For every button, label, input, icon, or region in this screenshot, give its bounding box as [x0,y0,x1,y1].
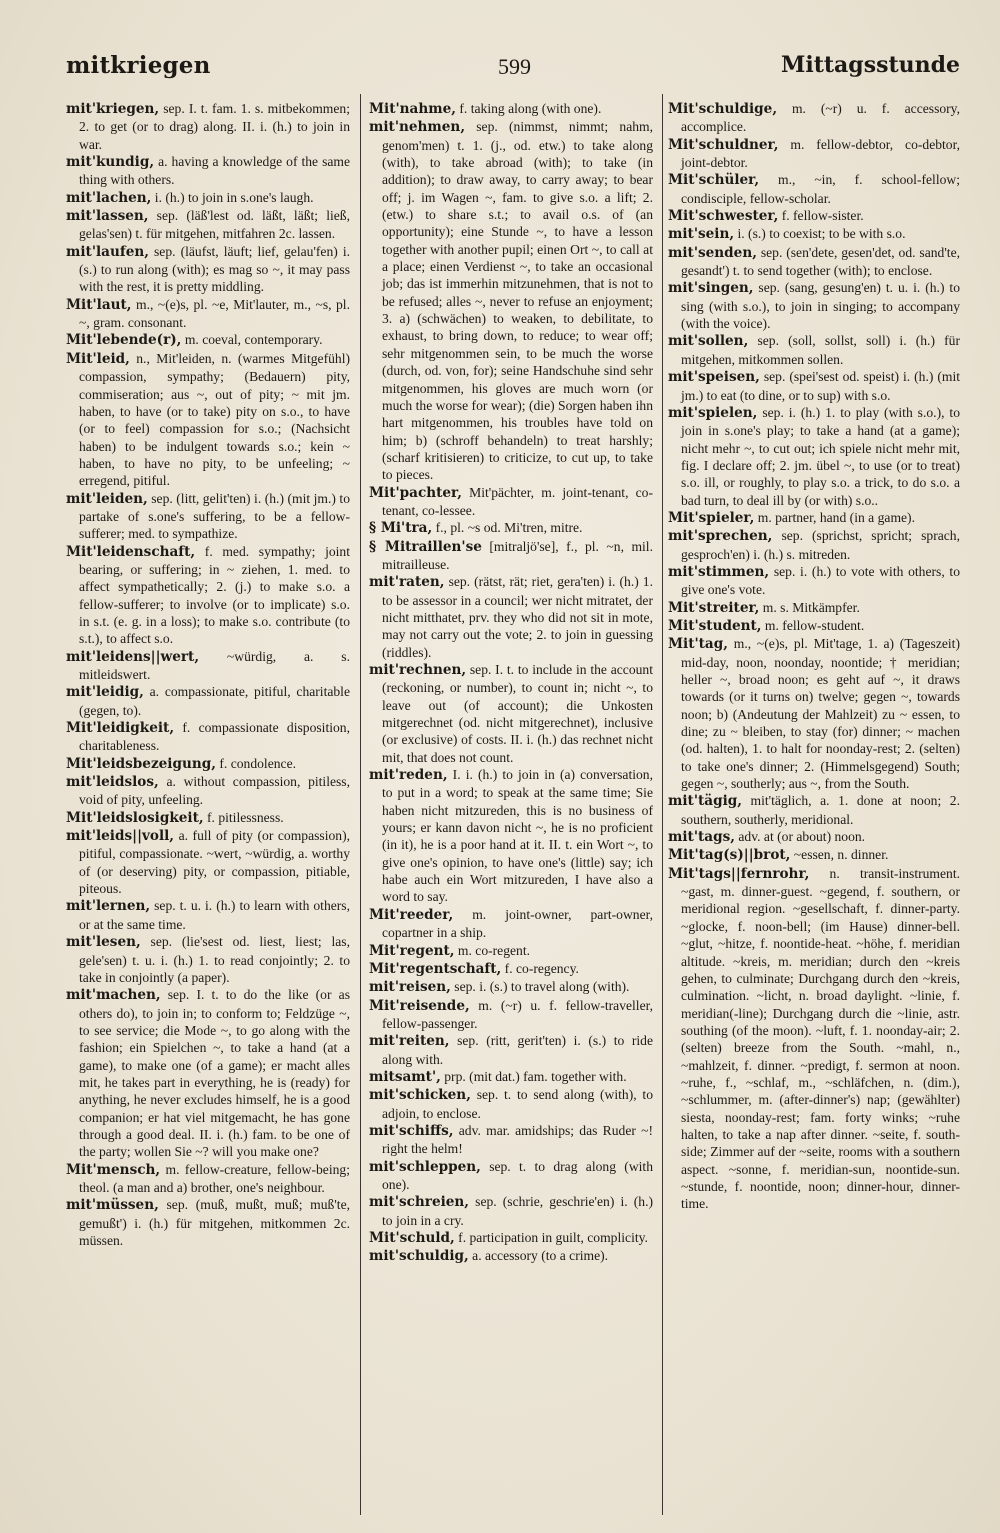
entry-headword: mit'leidens||wert, [66,648,200,665]
entry-definition: adv. at (or about) noon. [734,829,866,845]
dictionary-entry [668,828,960,846]
entry-definition: n. transit-instrument. ~gast, m. dinner-guest. ~gegend, f. southern, or meridional region. ~gesellschaft, f. dinner-party. ~glocke, f. noon-bell; (im Hause) dinner-bell. ~glut, ~hitze, f. noontide-heat. ~höhe, f. meridian altitude. ~kreis, m. meridian; durch den ~kreis gehen, to culminate; Durchgang durch den ~kreis, culmination. ~licht, n. broad daylight. ~linie, f. meridian(-line); Durchgang durch die ~linie, astr. southing (of the moon). ~luft, f. 1. noonday-air; 2. (selten) breeze from the South. ~mahl, n., ~mahlzeit, f. dinner. ~predigt, f. sermon at noon. ~ruhe, f., ~schlaf, m., ~schläfchen, n. (dim.), ~schlummer, m. (after-dinner's) nap; (gewählter) siesta, noonday-rest; fam. forty winks; ~ruhe halten, to take a nap after dinner. ~seite, f. south-side; Zimmer auf der ~seite, rooms with a southern aspect. ~sonne, f. meridian-sun, noontide-sun. ~stunde, f. noontide, noon; dinner-hour, dinner-time. [681,865,960,1212]
dictionary-entry [66,986,350,1160]
entry-headword: mit'speisen, [668,369,760,386]
entry-headword: mit'sollen, [668,333,749,350]
entry-definition: m. partner, hand (in a game). [754,509,915,525]
entry-headword: Mit'tag(s)||brot, [668,847,791,864]
dictionary-entry [369,1122,653,1158]
entry-definition: ~würdig, a. s. mitleidswert. [79,648,350,682]
dictionary-entry [66,543,350,648]
column-divider [360,94,361,1515]
dictionary-entry [668,563,960,599]
entry-definition: m. (~r) u. f. accessory, accomplice. [681,101,960,135]
dictionary-entry [668,509,960,527]
dictionary-entry [369,766,653,906]
entry-headword: mit'lernen, [66,898,151,915]
entry-definition: f. compassionate disposition, charitableness. [79,720,350,754]
dictionary-entry [66,933,350,986]
dictionary-entry [369,1193,653,1229]
dictionary-entry [66,296,350,332]
entry-definition: m. coeval, contemporary. [181,332,323,348]
entry-headword: mit'leiden, [66,490,148,507]
entry-headword: mit'lassen, [66,208,149,225]
dictionary-entry [66,153,350,189]
entry-definition: sep. (sprichst, spricht; sprach, gesproch'en) i. (h.) s. mitreden. [681,528,960,562]
dictionary-entry [66,1196,350,1249]
entry-headword: Mit'pachter, [369,484,462,501]
entry-definition: sep. I. t. to do the like (or as others do), to join in; to conform to; Feldzüge ~, to see service; die Mode ~, to go along with the fashion; ein Spielchen ~, to take a hand (at a game), to make one (of a game); er macht alles mit, he takes part in everything, he is (ready) for anything, he never excludes himself, he is a good companion; er hat viel mitgemacht, he has gone through a good deal. II. i. (h.) fam. to be one of the party; wollen Sie ~? will you make one? [79,987,350,1160]
entry-definition: sep. (schrie, geschrie'en) i. (h.) to join in a cry. [382,1194,653,1228]
entry-definition: sep. i. (h.) 1. to play (with s.o.), to join in s.one's play; to take a hand (at a game); nicht mehr ~, to cut out; ich spiele nicht mehr mit, fig. I declare off; 2. jm. übel ~, to use (or to treat) s.o. ill, or roughly, to play s.o. a trick, to do s.o. a bad turn, to deal ill by (or with) s.o.. [681,404,960,508]
dictionary-entry [668,244,960,280]
entry-definition: sep. t. to send along (with), to adjoin, to enclose. [382,1087,653,1121]
entry-definition: sep. (litt, gelit'ten) i. (h.) (mit jm.) to partake of s.one's suffering, to be a fellow-sufferer; med. to sympathize. [79,490,350,542]
entry-definition: m. (~r) u. f. fellow-traveller, fellow-passenger. [382,997,653,1031]
entry-headword: Mit'laut, [66,296,132,313]
entry-headword: Mit'regent, [369,942,455,959]
entry-definition: f. taking along (with one). [456,101,602,116]
dictionary-entry [66,827,350,897]
entry-definition: Mit'pächter, m. joint-tenant, co-tenant, co-lessee. [382,484,653,518]
entry-headword: mit'sein, [668,226,735,243]
entry-headword: mit'kundig, [66,154,155,171]
entry-headword: Mit'leidigkeit, [66,720,175,737]
entry-definition: sep. t. u. i. (h.) to learn with others, or at the same time. [79,898,350,932]
entry-headword: mit'kriegen, [66,101,160,117]
entry-definition: ~essen, n. dinner. [790,847,889,863]
entry-headword: Mit'schüler, [668,172,760,189]
dictionary-entry [668,332,960,368]
column-right [668,100,960,1213]
dictionary-entry [369,1158,653,1194]
entry-definition: adv. mar. amidships; das Ruder ~! right the helm! [382,1122,653,1157]
dictionary-entry [369,1229,653,1247]
dictionary-entry [668,100,960,136]
entry-headword: mit'senden, [668,244,757,261]
entry-headword: mit'nehmen, [369,119,466,136]
entry-headword: Mit'tags||fernrohr, [668,865,810,882]
dictionary-entry [369,573,653,661]
entry-definition: f. participation in guilt, complicity. [454,1230,648,1245]
dictionary-entry [369,661,653,766]
entry-headword: mit'laufen, [66,243,149,260]
dictionary-entry [668,368,960,404]
dictionary-entry [668,136,960,172]
entry-definition: m., ~(e)s, pl. ~e, Mit'lauter, m., ~s, pl. ~, gram. consonant. [79,296,350,331]
entry-headword: mit'machen, [66,987,161,1004]
dictionary-entry [66,350,350,490]
entry-definition: sep. (soll, sollst, soll) i. (h.) für mitgehen, mitkommen sollen. [681,333,960,367]
entry-definition: i. (s.) to coexist; to be with s.o. [734,226,906,242]
entry-headword: Mit'reeder, [369,906,454,923]
entry-definition: n., Mit'leiden, n. (warmes Mitgefühl) compassion, sympathy; (Bedauern) pity, commiseration; aus ~, out of pity; ~ mit jm. haben, to have (or to take) pity on s.o., to have (or to feel) compassion for s.o.; (Nachsicht haben) to be indulgent towards s.o.; kein ~ haben, to have no pity, to be unfeeling; ~ erregend, pitiful. [79,350,350,489]
entry-headword: mit'rechnen, [369,662,467,678]
dictionary-entry [668,635,960,792]
entry-headword: mit'tägig, [668,793,742,810]
entry-definition: a. accessory (to a crime). [468,1248,609,1264]
entry-headword: Mit'spieler, [668,509,755,526]
dictionary-entry [369,1068,653,1086]
dictionary-entry [369,118,653,483]
dictionary-entry [369,484,653,520]
entry-headword: mit'reisen, [369,979,451,996]
entry-headword: mit'leidig, [66,684,144,701]
dictionary-entry [369,1086,653,1122]
dictionary-entry [668,207,960,225]
dictionary-entry [66,490,350,543]
column-left [66,100,350,1249]
entry-headword: Mit'lebende(r), [66,332,182,349]
dictionary-entry [369,960,653,978]
dictionary-entry [66,207,350,243]
dictionary-entry [668,865,960,1213]
entry-definition: f. med. sympathy; joint bearing, or suffering; in ~ ziehen, 1. med. to affect sympathetically; 2. (j.) to make s.o. a fellow-sufferer; to involve (or to implicate) s.o. in s.t. (e. g. in a loss); to make s.o. contribute (to s.t.), to affect s.o. [79,543,350,647]
entry-headword: Mit'reisende, [369,997,470,1014]
entry-definition: f. fellow-sister. [778,208,864,224]
entry-definition: sep. I. t. fam. 1. s. mitbekommen; 2. to get (or to drag) along. II. i. (h.) to join in war. [79,101,350,152]
entry-definition: a. full of pity (or compassion), pitiful, compassionate. ~wert, ~würdig, a. worthy of (or deserving) pity, or compassion, pitiable, piteous. [79,828,350,897]
entry-definition: sep. t. to drag along (with one). [382,1158,653,1192]
entry-definition: [mitraljö'se], f., pl. ~n, mil. mitrailleuse. [382,538,653,572]
entry-headword: Mit'leidslosigkeit, [66,809,204,826]
dictionary-entry [66,648,350,684]
column-middle [369,100,653,1266]
dictionary-entry [66,683,350,719]
dictionary-entry [66,809,350,827]
entry-definition: f. co-regency. [501,960,579,976]
dictionary-entry [66,1161,350,1197]
running-head-right: Mittagsstunde [781,52,960,78]
entry-definition: sep. i. (h.) to vote with others, to give one's vote. [681,563,960,598]
dictionary-entry [369,519,653,537]
dictionary-entry [668,846,960,864]
dictionary-entry [66,189,350,207]
entry-headword: mit'schicken, [369,1087,471,1104]
dictionary-entry [668,279,960,332]
entry-definition: sep. I. t. to include in the account (reckoning, or number), to count in; nicht ~, to leave out (of account); die Unkosten mitgerechnet (od. nicht mitgerechnet), inclusive (or exclusive) of costs. II. i. (h.) das rechnet nicht mit, that does not count. [382,662,653,765]
entry-definition: sep. (ritt, gerit'ten) i. (s.) to ride along with. [382,1033,653,1067]
dictionary-entry [668,599,960,617]
entry-definition: a. compassionate, pitiful, charitable (gegen, to). [79,684,350,718]
entry-definition: sep. i. (s.) to travel along (with). [450,979,630,995]
entry-headword: mit'spielen, [668,404,758,421]
entry-headword: mit'singen, [668,280,754,297]
entry-definition: f., pl. ~s od. Mi'tren, mitre. [432,520,583,536]
page-number: 599 [498,54,531,79]
dictionary-entry [668,171,960,207]
entry-definition: sep. (spei'sest od. speist) i. (h.) (mit jm.) to eat (to dine, or to sup) with s.o. [681,369,960,403]
entry-definition: m. co-regent. [454,942,531,958]
entry-definition: sep. (muß, mußt, muß; muß'te, gemußt') i. (h.) für mitgehen, mitkommen 2c. müssen. [79,1197,350,1248]
entry-headword: mit'reden, [369,767,448,784]
dictionary-entry [369,906,653,942]
entry-definition: m. fellow-creature, fellow-being; theol. (a man and a) brother, one's neighbour. [79,1161,350,1195]
entry-headword: Mit'mensch, [66,1161,161,1178]
entry-headword: mitsamt', [369,1068,441,1085]
entry-headword: mit'schreien, [369,1194,470,1211]
entry-headword: mit'sprechen, [668,528,773,545]
dictionary-entry [66,773,350,809]
entry-headword: § Mitraillen'se [369,538,482,555]
entry-headword: § Mi'tra, [369,520,433,537]
entry-headword: mit'reiten, [369,1033,450,1050]
dictionary-entry [369,1032,653,1068]
entry-headword: Mit'nahme, [369,101,456,117]
entry-definition: sep. (sang, gesung'en) t. u. i. (h.) to sing (with s.o.), to join in singing; to accompany (with the voice). [681,280,960,332]
entry-definition: f. pitilessness. [203,809,284,825]
entry-definition: I. i. (h.) to join in (a) conversation, to put in a word; to speak at the same time; Sie haben nicht mitzureden, this is no business of yours; er kann davon nicht ~, he is no proficient (in it), he is a poor hand at it. II. t. ein Wort ~, to give one's opinion, to have one's (little) say; ich habe auch ein Wort mitzureden, I have also a word to say. [382,767,653,905]
dictionary-entry [369,942,653,960]
page-header [66,52,960,88]
entry-headword: mit'schleppen, [369,1158,481,1175]
entry-definition: sep. (lie'sest od. liest, liest; las, gele'sen) t. u. i. (h.) 1. to read conjointly; 2. to take in conjointly (a paper). [79,934,350,985]
dictionary-entry [369,1247,653,1265]
dictionary-entry [66,100,350,153]
entry-definition: sep. (rätst, rät; riet, gera'ten) i. (h.) 1. to be assessor in a council; wer nicht mitratet, der nicht mitthatet, prv. they who did not sit in mote, may not carry out the vote; 2. to join in guessing (riddles). [382,574,653,660]
entry-headword: mit'leidslos, [66,774,159,791]
dictionary-entry [66,897,350,933]
entry-headword: Mit'student, [668,617,762,634]
dictionary-entry [668,527,960,563]
dictionary-entry [66,755,350,773]
entry-headword: Mit'tag, [668,636,728,653]
entry-headword: mit'schuldig, [369,1248,469,1265]
entry-headword: mit'müssen, [66,1197,159,1214]
dictionary-entry [668,792,960,828]
dictionary-entry [369,997,653,1033]
entry-definition: m. s. Mitkämpfer. [759,599,860,615]
entry-definition: f. condolence. [215,755,297,771]
entry-definition: sep. (sen'dete, gesen'det, od. sand'te, gesandt') t. to send together (with); to enclose. [681,244,960,279]
entry-headword: Mit'regentschaft, [369,960,502,977]
entry-definition: a. without compassion, pitiless, void of pity, unfeeling. [79,774,350,808]
entry-headword: mit'stimmen, [668,563,770,580]
entry-definition: sep. (nimmst, nimmt; nahm, genom'men) t. 1. (j., od. etw.) to take along (with), to take abroad (with); to take (in addition); to draw away, to carry away; to bear off; j. im Wagen ~, fam. to give s.o. a lift; 2. (etw.) to share s.t.; to avail o.s. of (an opportunity); eine Stunde ~, to have a lesson together with another pupil; einen Ort ~, to call at a place; einen Verdienst ~, to take an occasional job; das ist immerhin mitzunehmen, that is not to be refused; alles ~, never to refuse an enjoyment; 3. a) (schwächen) to weaken, to debilitate, to exhaust, to bring down, to reduce; to wear off; sehr mitgenommen sein, to be much the worse (durch, od. von, for); seine Handschuhe sind sehr mitgenommen, his gloves are much worn (or much the worse for wear); (die) Sorgen haben ihn hart mitgenommen, his troubles have told on him; b) (schroff behandeln) to treat harshly; (scharf kritisieren) to criticize, to cut up, to take to pieces. [382,119,653,483]
entry-definition: m., ~in, f. school-fellow; condisciple, fellow-scholar. [681,172,960,206]
entry-headword: Mit'schuldige, [668,101,778,117]
entry-headword: Mit'leid, [66,350,130,367]
dictionary-entry [66,331,350,349]
entry-headword: mit'schiffs, [369,1122,454,1139]
entry-definition: m., ~(e)s, pl. Mit'tage, 1. a) (Tageszeit) mid-day, noon, noonday, noontide; † meridian; heller ~, broad noon; es geht auf ~, it draws towards (or it turns on) twelve; gegen ~, towards noon; b) (Andeutung der Mahlzeit) zu ~ essen, to dine; zu ~ bleiben, to stay (for) dinner; ~ machen (od. halten), 1. to halt for noonday-rest; 2. (selten) to take one's dinner; 2. (Himmelsgegend) South; gegen ~, southerly; aus ~, from the South. [681,636,960,792]
dictionary-entry [369,978,653,996]
entry-headword: mit'lesen, [66,934,141,951]
dictionary-entry [668,225,960,243]
dictionary-entry [668,617,960,635]
dictionary-entry [66,719,350,755]
entry-headword: Mit'streiter, [668,599,760,616]
entry-definition: a. having a knowledge of the same thing with others. [79,154,350,188]
dictionary-entry [369,100,653,118]
dictionary-entry [668,404,960,509]
entry-definition: sep. (läß'lest od. läßt, läßt; ließ, gelas'sen) t. für mitgehen, mitfahren 2c. lassen. [79,208,350,242]
column-divider [662,94,663,1515]
entry-headword: Mit'schuld, [369,1230,455,1246]
running-head-left: mitkriegen [66,52,211,79]
entry-headword: Mit'leidsbezeigung, [66,755,216,772]
entry-headword: mit'lachen, [66,189,152,206]
entry-headword: mit'leids||voll, [66,828,175,845]
entry-definition: m. joint-owner, part-owner, copartner in a ship. [382,906,653,941]
entry-definition: i. (h.) to join in s.one's laugh. [151,189,314,205]
dictionary-entry [66,243,350,296]
entry-definition: prp. (mit dat.) fam. together with. [440,1068,627,1084]
dictionary-entry [369,538,653,574]
entry-headword: mit'tags, [668,829,735,846]
entry-headword: Mit'leidenschaft, [66,543,196,560]
entry-headword: Mit'schuldner, [668,136,779,153]
entry-headword: Mit'schwester, [668,208,779,225]
entry-definition: sep. (läufst, läuft; lief, gelau'fen) i. (s.) to run along (with); es mag so ~, it may pass with the rest, it is pretty middling. [79,243,350,295]
entry-definition: m. fellow-debtor, co-debtor, joint-debtor. [681,136,960,171]
entry-definition: mit'täglich, a. 1. done at noon; 2. southern, southerly, meridional. [681,793,960,827]
entry-definition: m. fellow-student. [761,617,865,633]
entry-headword: mit'raten, [369,574,445,591]
